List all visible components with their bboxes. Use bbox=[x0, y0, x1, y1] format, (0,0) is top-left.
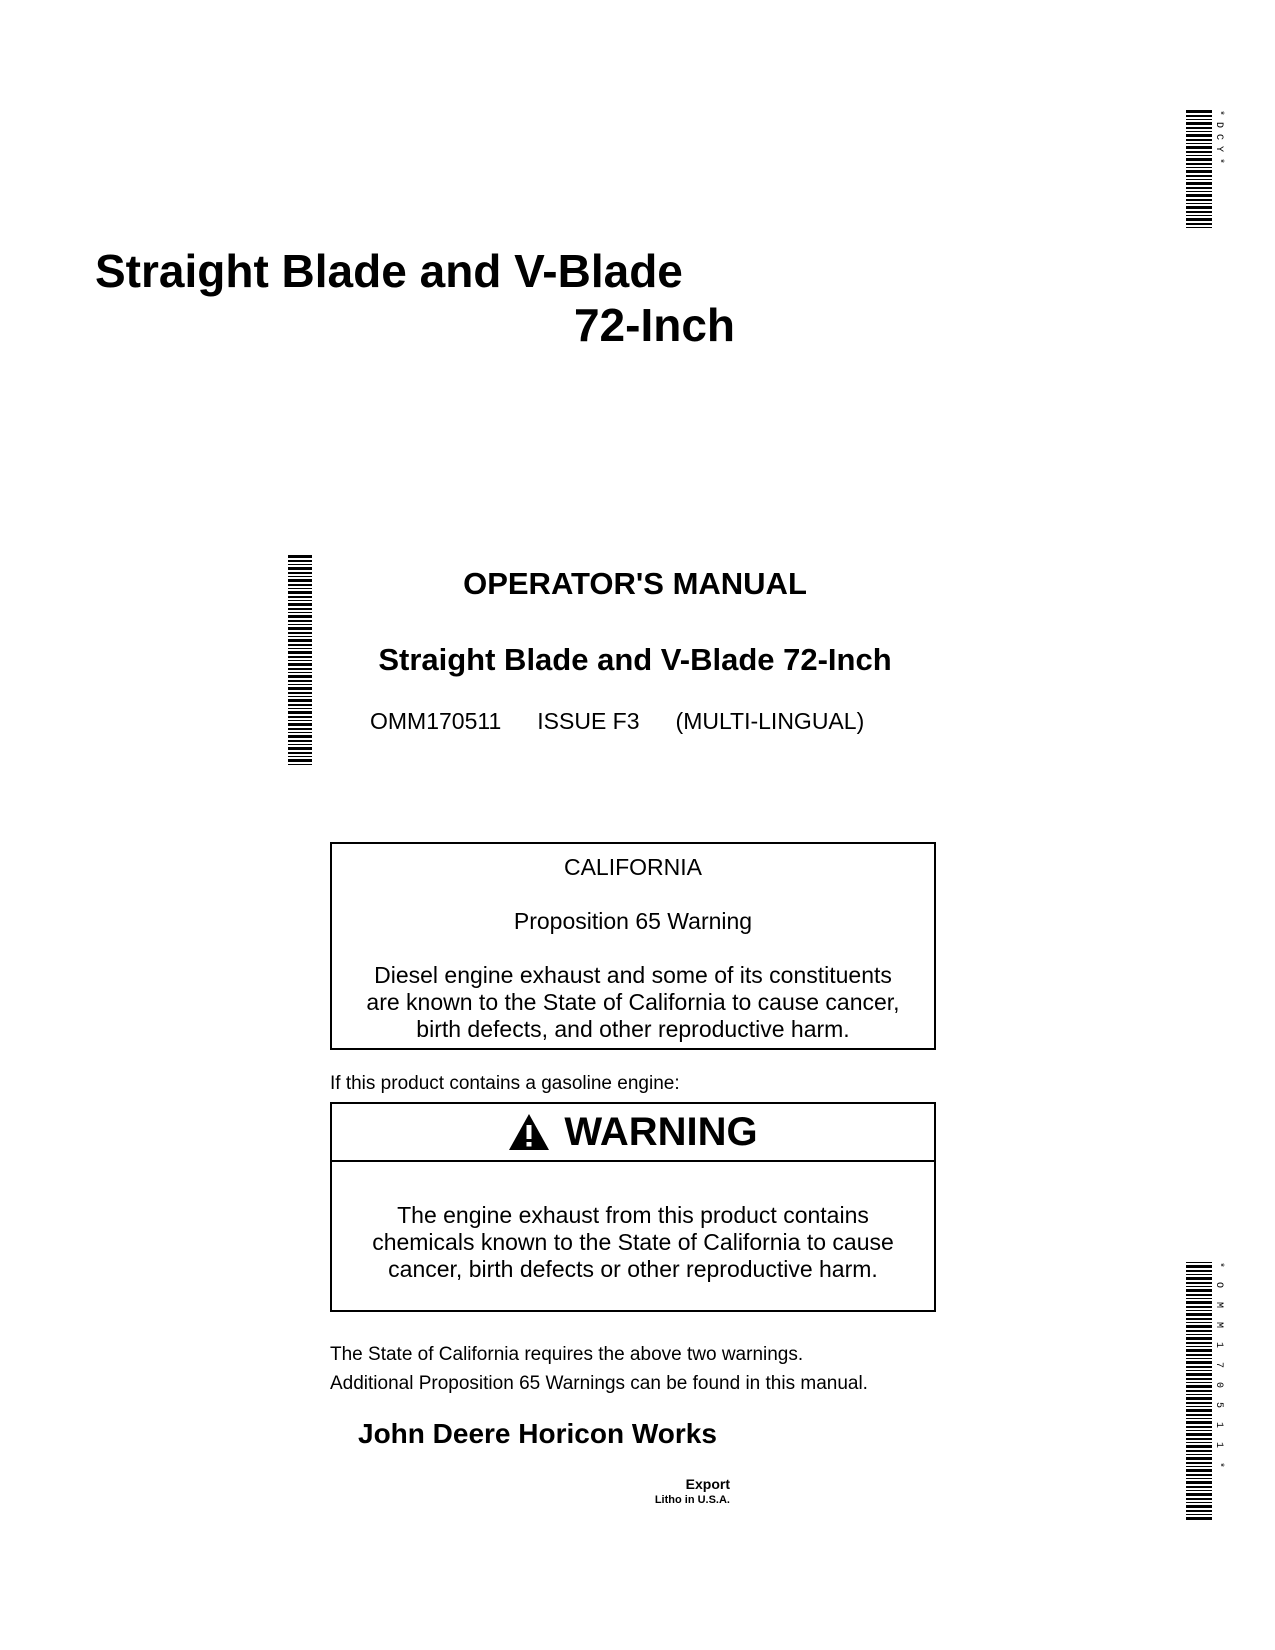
warning-box bbox=[330, 1102, 936, 1312]
cover-title-line1: Straight Blade and V-Blade bbox=[95, 245, 683, 297]
manual-issue-line bbox=[370, 708, 930, 735]
prop65-body bbox=[332, 962, 934, 1043]
manual-subtitle: Straight Blade and V-Blade 72-Inch bbox=[378, 642, 892, 677]
cover-title-line2: 72-Inch bbox=[573, 299, 735, 351]
requirements-line: Additional Proposition 65 Warnings can be found in this manual. bbox=[330, 1373, 868, 1394]
top-barcode-icon bbox=[1186, 110, 1212, 230]
requirements-line: The State of California requires the above two warnings. bbox=[330, 1344, 804, 1365]
prop65-line: Diesel engine exhaust and some of its constituents bbox=[374, 962, 892, 988]
bottom-barcode-text: * O M M 1 7 0 5 1 1 * bbox=[1213, 1262, 1224, 1473]
prop65-line: are known to the State of California to cause cancer, bbox=[366, 989, 900, 1015]
prop65-box bbox=[330, 842, 936, 1050]
manual-heading: OPERATOR'S MANUAL bbox=[463, 566, 807, 601]
warning-line: The engine exhaust from this product contains bbox=[397, 1202, 869, 1228]
warning-body bbox=[332, 1162, 934, 1283]
prop65-heading: Proposition 65 Warning bbox=[513, 908, 753, 934]
cover-title bbox=[95, 244, 735, 352]
left-barcode-icon bbox=[288, 555, 312, 765]
issue-number: ISSUE F3 bbox=[537, 708, 640, 734]
warning-triangle-icon bbox=[508, 1113, 550, 1151]
part-number: OMM170511 bbox=[370, 708, 502, 734]
warning-line: cancer, birth defects or other reproductive harm. bbox=[388, 1256, 878, 1282]
bottom-barcode bbox=[1186, 1262, 1224, 1522]
prop65-state: CALIFORNIA bbox=[563, 854, 703, 880]
company-name: John Deere Horicon Works bbox=[358, 1418, 717, 1449]
top-barcode-text: * D C Y * bbox=[1213, 110, 1224, 165]
gasoline-note: If this product contains a gasoline engine: bbox=[330, 1073, 680, 1094]
requirements-note bbox=[330, 1340, 868, 1398]
export-label: Export bbox=[685, 1476, 730, 1492]
litho-label: Litho in U.S.A. bbox=[654, 1494, 730, 1506]
top-barcode bbox=[1186, 110, 1224, 230]
language-note: (MULTI-LINGUAL) bbox=[675, 708, 865, 734]
prop65-line: birth defects, and other reproductive harm. bbox=[416, 1016, 850, 1042]
warning-line: chemicals known to the State of California to cause bbox=[372, 1229, 894, 1255]
warning-label: WARNING bbox=[564, 1109, 758, 1154]
bottom-barcode-icon bbox=[1186, 1262, 1212, 1522]
warning-header bbox=[332, 1104, 934, 1162]
